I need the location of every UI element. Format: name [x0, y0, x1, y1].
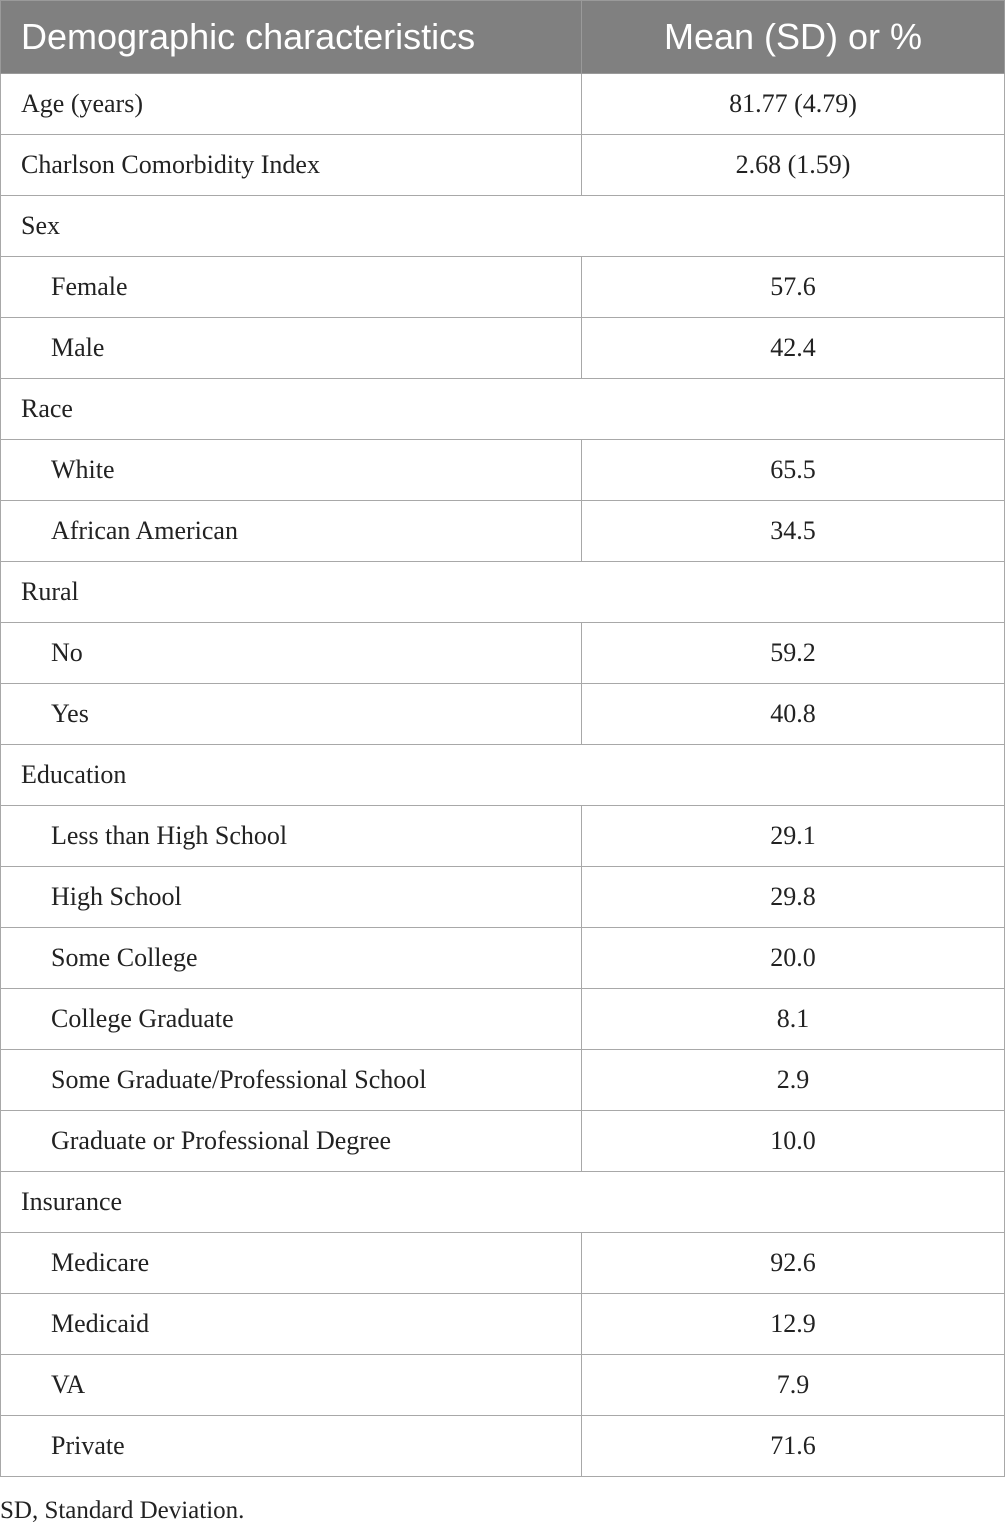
row-value: 20.0 [582, 928, 1005, 989]
row-value: 10.0 [582, 1111, 1005, 1172]
row-value: 42.4 [582, 318, 1005, 379]
row-label: Age (years) [1, 74, 582, 135]
group-label-sex: Sex [1, 196, 1005, 257]
row-label: High School [1, 867, 582, 928]
table-row [1, 1050, 1005, 1111]
group-label-insurance: Insurance [1, 1172, 1005, 1233]
table-group-row [1, 379, 1005, 440]
row-label: Some College [1, 928, 582, 989]
row-label: Charlson Comorbidity Index [1, 135, 582, 196]
row-value: 71.6 [582, 1416, 1005, 1477]
row-label: Private [1, 1416, 582, 1477]
group-label-education: Education [1, 745, 1005, 806]
row-label: Yes [1, 684, 582, 745]
row-value: 59.2 [582, 623, 1005, 684]
row-label: African American [1, 501, 582, 562]
table-row [1, 989, 1005, 1050]
table-row [1, 867, 1005, 928]
row-value: 29.1 [582, 806, 1005, 867]
row-label: VA [1, 1355, 582, 1416]
row-value: 40.8 [582, 684, 1005, 745]
row-label: Graduate or Professional Degree [1, 1111, 582, 1172]
row-value: 2.68 (1.59) [582, 135, 1005, 196]
row-value: 12.9 [582, 1294, 1005, 1355]
row-value: 92.6 [582, 1233, 1005, 1294]
table-group-row [1, 1172, 1005, 1233]
header-mean-sd-or-percent: Mean (SD) or % [582, 1, 1005, 74]
table-group-row [1, 562, 1005, 623]
table-row [1, 1233, 1005, 1294]
row-label: College Graduate [1, 989, 582, 1050]
table-header-row [1, 1, 1005, 74]
row-value: 57.6 [582, 257, 1005, 318]
table-row [1, 501, 1005, 562]
group-label-race: Race [1, 379, 1005, 440]
table-row [1, 257, 1005, 318]
row-value: 81.77 (4.79) [582, 74, 1005, 135]
row-value: 8.1 [582, 989, 1005, 1050]
table-row [1, 74, 1005, 135]
table-group-row [1, 745, 1005, 806]
table-row [1, 1416, 1005, 1477]
table-row [1, 1294, 1005, 1355]
table-footnote: SD, Standard Deviation. [0, 1497, 245, 1524]
row-value: 65.5 [582, 440, 1005, 501]
row-value: 7.9 [582, 1355, 1005, 1416]
row-label: No [1, 623, 582, 684]
table-row [1, 440, 1005, 501]
row-label: Some Graduate/Professional School [1, 1050, 582, 1111]
table-row [1, 928, 1005, 989]
table-row [1, 623, 1005, 684]
table-row [1, 1355, 1005, 1416]
row-label: Male [1, 318, 582, 379]
row-value: 2.9 [582, 1050, 1005, 1111]
row-value: 34.5 [582, 501, 1005, 562]
row-label: Female [1, 257, 582, 318]
row-label: Less than High School [1, 806, 582, 867]
table-row [1, 806, 1005, 867]
table-row [1, 135, 1005, 196]
table-row [1, 684, 1005, 745]
row-value: 29.8 [582, 867, 1005, 928]
row-label: Medicaid [1, 1294, 582, 1355]
table-row [1, 318, 1005, 379]
group-label-rural: Rural [1, 562, 1005, 623]
header-demographic-characteristics: Demographic characteristics [1, 1, 582, 74]
table-row [1, 1111, 1005, 1172]
row-label: White [1, 440, 582, 501]
table-group-row [1, 196, 1005, 257]
row-label: Medicare [1, 1233, 582, 1294]
